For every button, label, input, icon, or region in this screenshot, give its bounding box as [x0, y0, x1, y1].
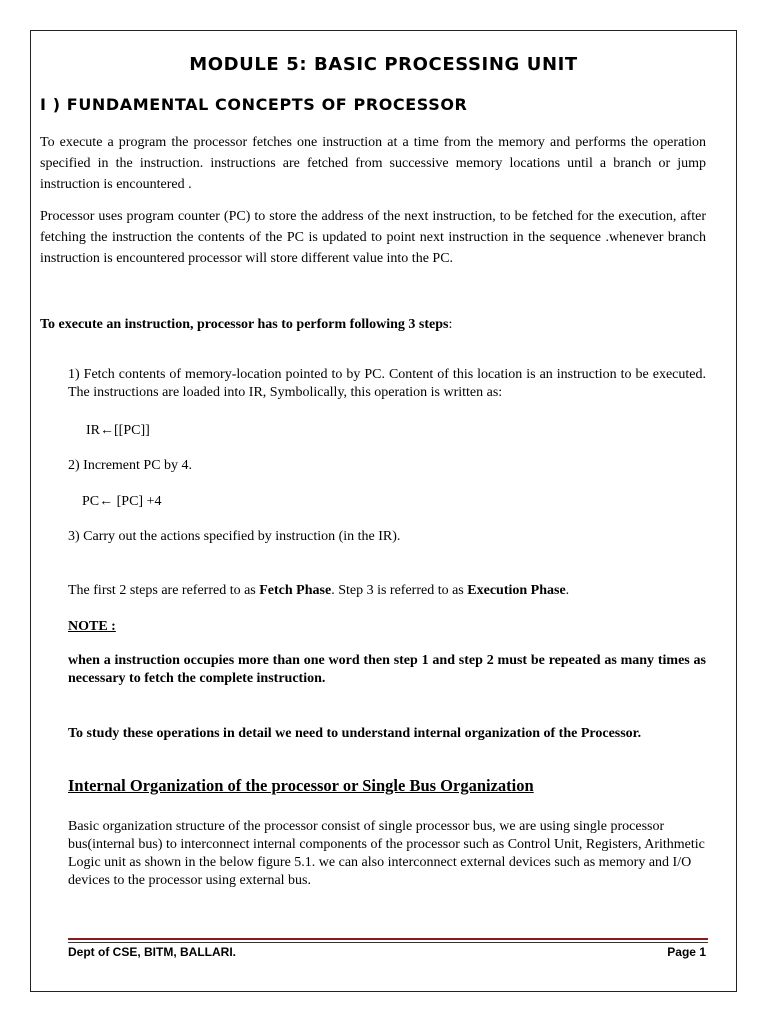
formula-ir: IR←[[PC]] [86, 423, 150, 438]
section-heading-internal-organization: Internal Organization of the processor or Single Bus Organization [68, 776, 534, 795]
note-text: when a instruction occupies more than one word then step 1 and step 2 must be repeated as many times as necessary to fetch the complete instruction. [68, 653, 706, 686]
paragraph-program-counter: Processor uses program counter (PC) to store the address of the next instruction, to be fetched for the execution, after fetching the instruction the contents of the PC is updated to point next instruction in the sequence .whenever branch instruction is encountered processor will store different value into the PC. [40, 209, 706, 266]
phase-text [68, 580, 706, 601]
paragraph-intro: To execute a program the processor fetches one instruction at a time from the memory and performs the operation specified in the instruction. instructions are fetched from successive memory locations until a branch or jump instruction is encountered . [40, 135, 706, 192]
execution-phase-label: Execution Phase [467, 583, 566, 598]
footer-rule [68, 942, 708, 943]
step-2: 2) Increment PC by 4. [68, 458, 193, 473]
step-1: 1) Fetch contents of memory-location pointed to by PC. Content of this location is an instruction to be executed. The instructions are loaded into IR, Symbolically, this operation is written as: [68, 367, 706, 400]
phase-text-b: . Step 3 is referred to as [331, 583, 468, 598]
phase-text-c: . [565, 583, 570, 598]
fetch-phase-label: Fetch Phase [259, 583, 332, 598]
footer-rule-red [68, 938, 708, 940]
step-3: 3) Carry out the actions specified by instruction (in the IR). [68, 529, 401, 544]
note-label: NOTE : [68, 619, 116, 634]
steps-intro-colon: : [448, 317, 453, 332]
steps-intro-text: To execute an instruction, processor has to perform following 3 steps [40, 317, 449, 332]
footer-page-number: Page 1 [667, 945, 706, 959]
module-title: MODULE 5: BASIC PROCESSING UNIT [189, 54, 578, 75]
study-text: To study these operations in detail we need to understand internal organization of the Processor. [68, 726, 642, 741]
formula-pc: PC← [PC] +4 [82, 494, 162, 509]
footer-department: Dept of CSE, BITM, BALLARI. [68, 945, 236, 959]
section-heading-fundamental-concepts: I ) FUNDAMENTAL CONCEPTS OF PROCESSOR [40, 95, 468, 114]
steps-intro [40, 314, 706, 335]
paragraph-organization: Basic organization structure of the processor consist of single processor bus, we are using single processor bus(internal bus) to interconnect internal components of the processor such as Control Unit, Registers, Arithmetic Logic unit as shown in the below figure 5.1. we can also interconnect external devices such as memory and I/O devices to the processor using external bus. [68, 819, 705, 888]
phase-text-a: The first 2 steps are referred to as [68, 583, 260, 598]
